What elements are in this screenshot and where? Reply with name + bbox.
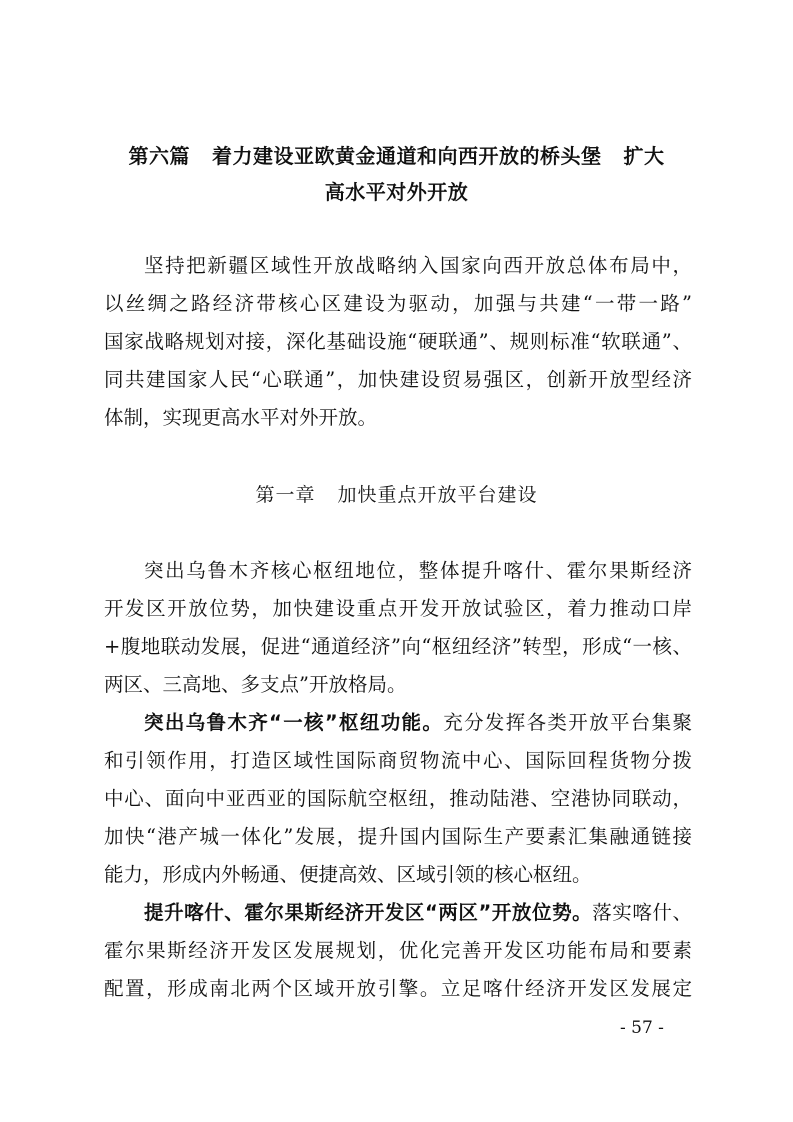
part-title: 着力建设亚欧黄金通道和向西开放的桥头堡	[212, 144, 602, 168]
paragraph-lead-rest: 落实喀什、	[592, 901, 692, 924]
paragraph-line: 和引领作用，打造区域性国际商贸物流中心、国际回程货物分拨	[104, 749, 692, 772]
intro-line: 国家战略规划对接，深化基础设施“硬联通”、规则标准“软联通”、	[104, 330, 692, 353]
chapter-heading	[100, 477, 693, 513]
intro-line: 以丝绸之路经济带核心区建设为驱动，加强与共建“一带一路”	[104, 292, 692, 315]
part-heading-line-2: 高水平对外开放	[324, 180, 469, 204]
paragraph-line	[104, 895, 692, 931]
intro-line: 体制，实现更高水平对外开放。	[104, 406, 378, 429]
chapter-title: 加快重点开放平台建设	[337, 484, 538, 506]
paragraph-lead-bold: 提升喀什、霍尔果斯经济开发区“两区”开放位势。	[144, 901, 593, 924]
part-heading-line-1	[100, 138, 693, 174]
paragraph-line: 配置，形成南北两个区域开放引擎。立足喀什经济开发区发展定	[104, 977, 692, 1000]
paragraph-lead-bold: 突出乌鲁木齐“一核”枢纽功能。	[144, 711, 444, 734]
paragraph-line	[104, 705, 692, 741]
paragraph-line: 突出乌鲁木齐核心枢纽地位，整体提升喀什、霍尔果斯经济	[144, 559, 692, 582]
paragraph-line: 霍尔果斯经济开发区发展规划，优化完善开发区功能布局和要素	[104, 939, 692, 962]
paragraph-line: 中心、面向中亚西亚的国际航空枢纽，推动陆港、空港协同联动，	[104, 787, 692, 810]
paragraph-line: 能力，形成内外畅通、便捷高效、区域引领的核心枢纽。	[104, 863, 592, 886]
intro-line: 坚持把新疆区域性开放战略纳入国家向西开放总体布局中，	[144, 254, 692, 277]
paragraph-line: 两区、三高地、多支点”开放格局。	[104, 673, 407, 696]
intro-line: 同共建国家人民“心联通”，加快建设贸易强区，创新开放型经济	[104, 368, 692, 391]
paragraph-lead-rest: 充分发挥各类开放平台集聚	[443, 711, 692, 734]
paragraph-line: +腹地联动发展，促进“通道经济”向“枢纽经济”转型，形成“一核、	[104, 635, 692, 658]
chapter-number: 第一章	[255, 484, 316, 506]
paragraph-line: 开发区开放位势，加快建设重点开发开放试验区，着力推动口岸	[104, 597, 692, 620]
paragraph-line: 加快“港产城一体化”发展，提升国内国际生产要素汇集融通链接	[104, 825, 692, 848]
page-number: - 57 -	[620, 1018, 664, 1038]
part-number: 第六篇	[128, 144, 190, 168]
part-title-tail: 扩大	[623, 144, 665, 168]
